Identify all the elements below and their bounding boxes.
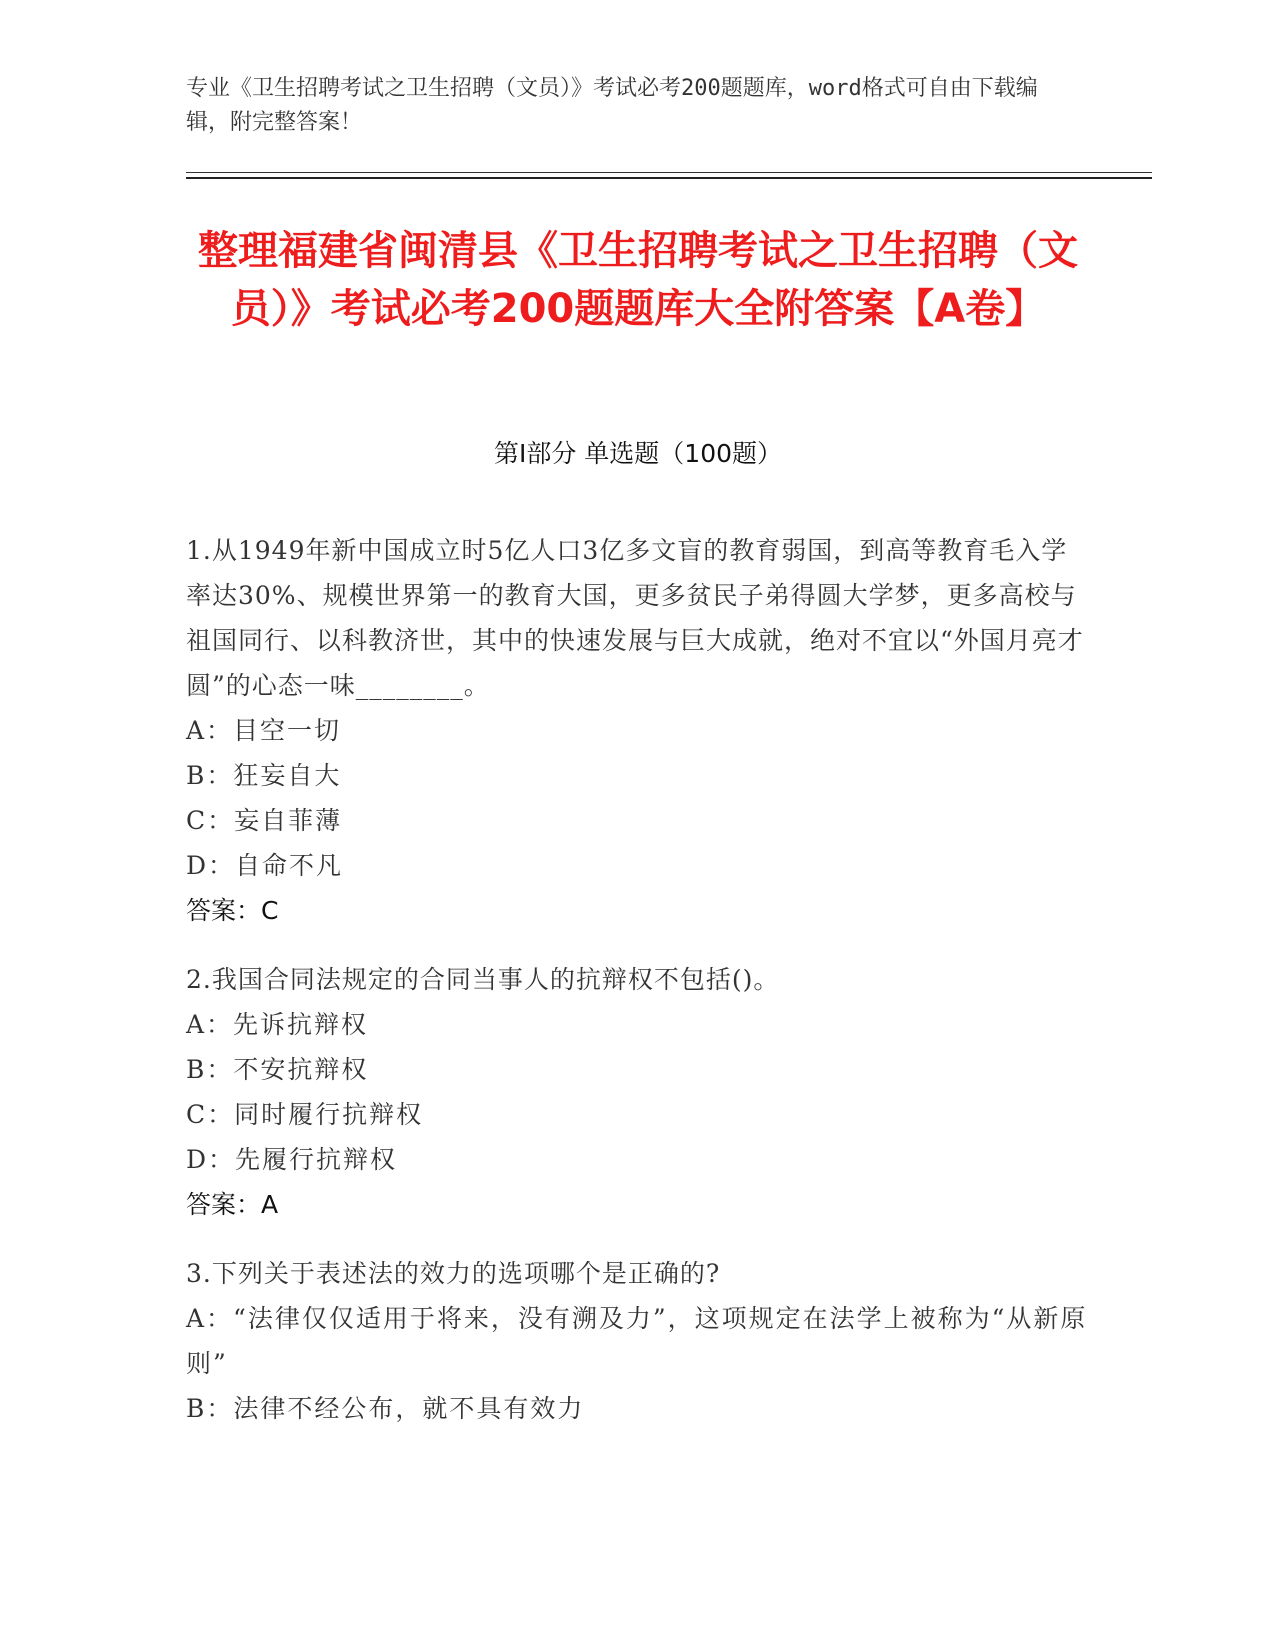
section-heading: 第I部分 单选题（100题） bbox=[493, 439, 783, 468]
option-b: B：不安抗辩权 bbox=[186, 1055, 369, 1084]
question-stem: 1.从1949年新中国成立时5亿人口3亿多文盲的教育弱国，到高等教育毛入学率达30%、规模世界第一的教育大国，更多贫民子弟得圆大学梦，更多高校与祖国同行、以科教济世，其中的快速发展与巨大成就，绝对不宜以“外国月亮才圆”的心态一味________。 bbox=[186, 536, 1084, 700]
document-title: 整理福建省闽清县《卫生招聘考试之卫生招聘（文员）》考试必考200题题库大全附答案【A卷】 bbox=[198, 228, 1078, 332]
answer-line: 答案：A bbox=[186, 1190, 279, 1219]
question-1 bbox=[186, 528, 1090, 933]
option-a: A：目空一切 bbox=[186, 716, 342, 745]
option-b: B：狂妄自大 bbox=[186, 761, 342, 790]
option-a: A：“法律仅仅适用于将来，没有溯及力”，这项规定在法学上被称为“从新原则” bbox=[186, 1304, 1088, 1378]
question-3 bbox=[186, 1251, 1090, 1431]
option-d: D：自命不凡 bbox=[186, 851, 344, 880]
option-d: D：先履行抗辩权 bbox=[186, 1145, 398, 1174]
option-a: A：先诉抗辩权 bbox=[186, 1010, 369, 1039]
question-stem: 3.下列关于表述法的效力的选项哪个是正确的? bbox=[186, 1259, 721, 1288]
option-c: C：同时履行抗辩权 bbox=[186, 1100, 424, 1129]
answer-line: 答案：C bbox=[186, 896, 279, 925]
header-note: 专业《卫生招聘考试之卫生招聘（文员）》考试必考200题题库，word格式可自由下载编辑，附完整答案！ bbox=[186, 76, 1038, 135]
option-b: B：法律不经公布，就不具有效力 bbox=[186, 1394, 585, 1423]
question-stem: 2.我国合同法规定的合同当事人的抗辩权不包括()。 bbox=[186, 965, 780, 994]
question-list bbox=[186, 528, 1090, 1455]
header-divider-thick bbox=[186, 177, 1152, 179]
option-c: C：妄自菲薄 bbox=[186, 806, 343, 835]
question-2 bbox=[186, 957, 1090, 1227]
header-divider-thin bbox=[186, 172, 1152, 173]
